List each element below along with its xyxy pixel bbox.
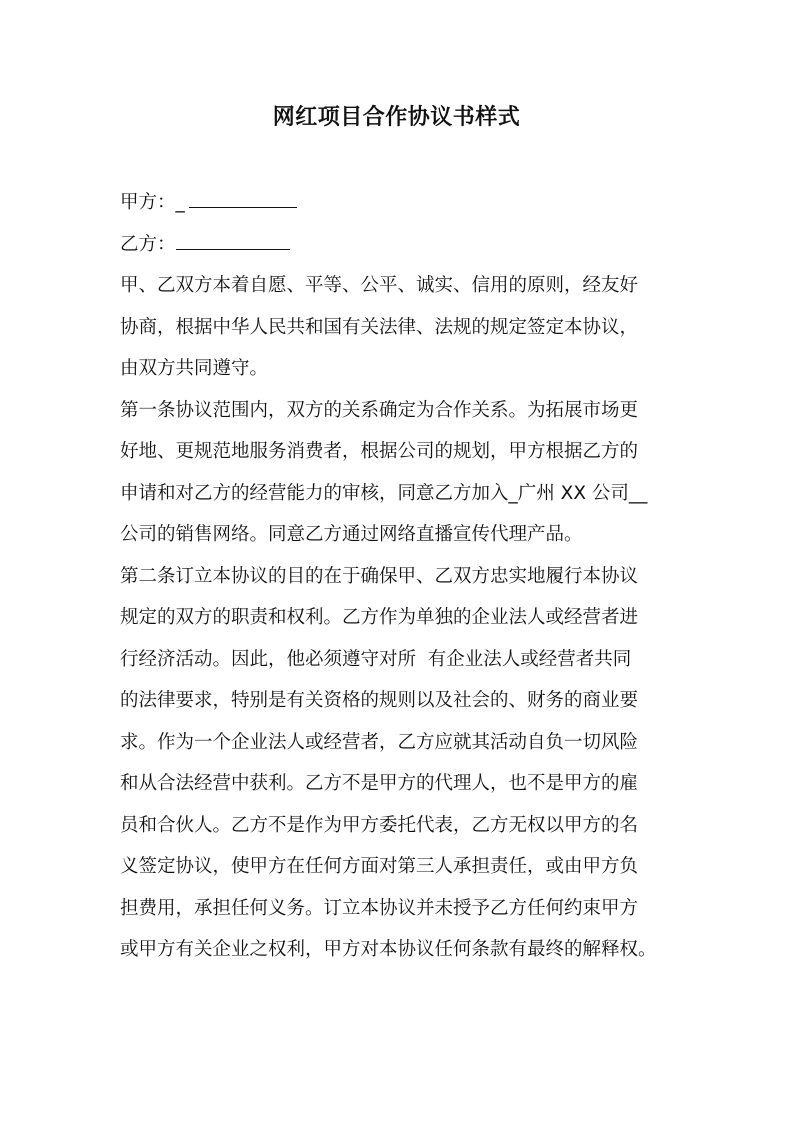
body-line: 规定的双方的职责和权利。乙方作为单独的企业法人或经营者进 [120, 607, 639, 628]
body-line: 员和合伙人。乙方不是作为甲方委托代表，乙方无权以甲方的名 [120, 814, 639, 836]
party-b-blank [176, 227, 290, 250]
party-b-line [120, 224, 680, 266]
party-b-label: 乙方： [120, 233, 176, 255]
body-line: 或甲方有关企业之权利，甲方对本协议任何条款有最终的解释权。 [120, 939, 657, 960]
document-body [120, 182, 680, 971]
body-line: 行经济活动。因此，他必须遵守对所 有企业法人或经营者共同 [120, 648, 632, 670]
company-line-before: 申请和对乙方的经营能力的审核，同意乙方加入 [120, 482, 509, 504]
body-line: 求。作为一个企业法人或经营者，乙方应就其活动自负一切风险 [120, 731, 639, 753]
company-name: _广州 XX 公司_ [508, 482, 639, 504]
document-title: 网红项目合作协议书样式 [272, 105, 521, 130]
party-a-prefix: _ [175, 192, 185, 213]
body-line: 第二条订立本协议的目的在于确保甲、乙双方忠实地履行本协议 [120, 565, 639, 587]
body-line: 公司的销售网络。同意乙方通过网络直播宣传代理产品。 [120, 524, 583, 545]
body-line: 由双方共同遵守。 [120, 358, 269, 379]
body-line: 义签定协议，使甲方在任何方面对第三人承担责任，或由甲方负 [120, 856, 639, 877]
body-line: 甲、乙双方本着自愿、平等、公平、诚实、信用的原则，经友好 [120, 275, 639, 296]
party-a-line [120, 182, 680, 224]
body-line: 和从合法经营中获利。乙方不是甲方的代理人，也不是甲方的雇 [120, 773, 639, 794]
body-line: 的法律要求，特别是有关资格的规则以及社会的、财务的商业要 [120, 690, 639, 711]
party-a-label: 甲方： [120, 192, 176, 213]
body-line: 好地、更规范地服务消费者，根据公司的规划，甲方根据乙方的 [120, 441, 639, 462]
body-line: 担费用，承担任何义务。订立本协议并未授予乙方任何约束甲方 [120, 897, 639, 919]
company-line-after: _ [638, 482, 648, 504]
body-line: 协商，根据中华人民共和国有关法律、法规的规定签定本协议， [120, 316, 639, 338]
party-a-blank [189, 185, 297, 208]
body-line: 第一条协议范围内，双方的关系确定为合作关系。为拓展市场更 [120, 399, 639, 421]
company-line [120, 473, 680, 515]
